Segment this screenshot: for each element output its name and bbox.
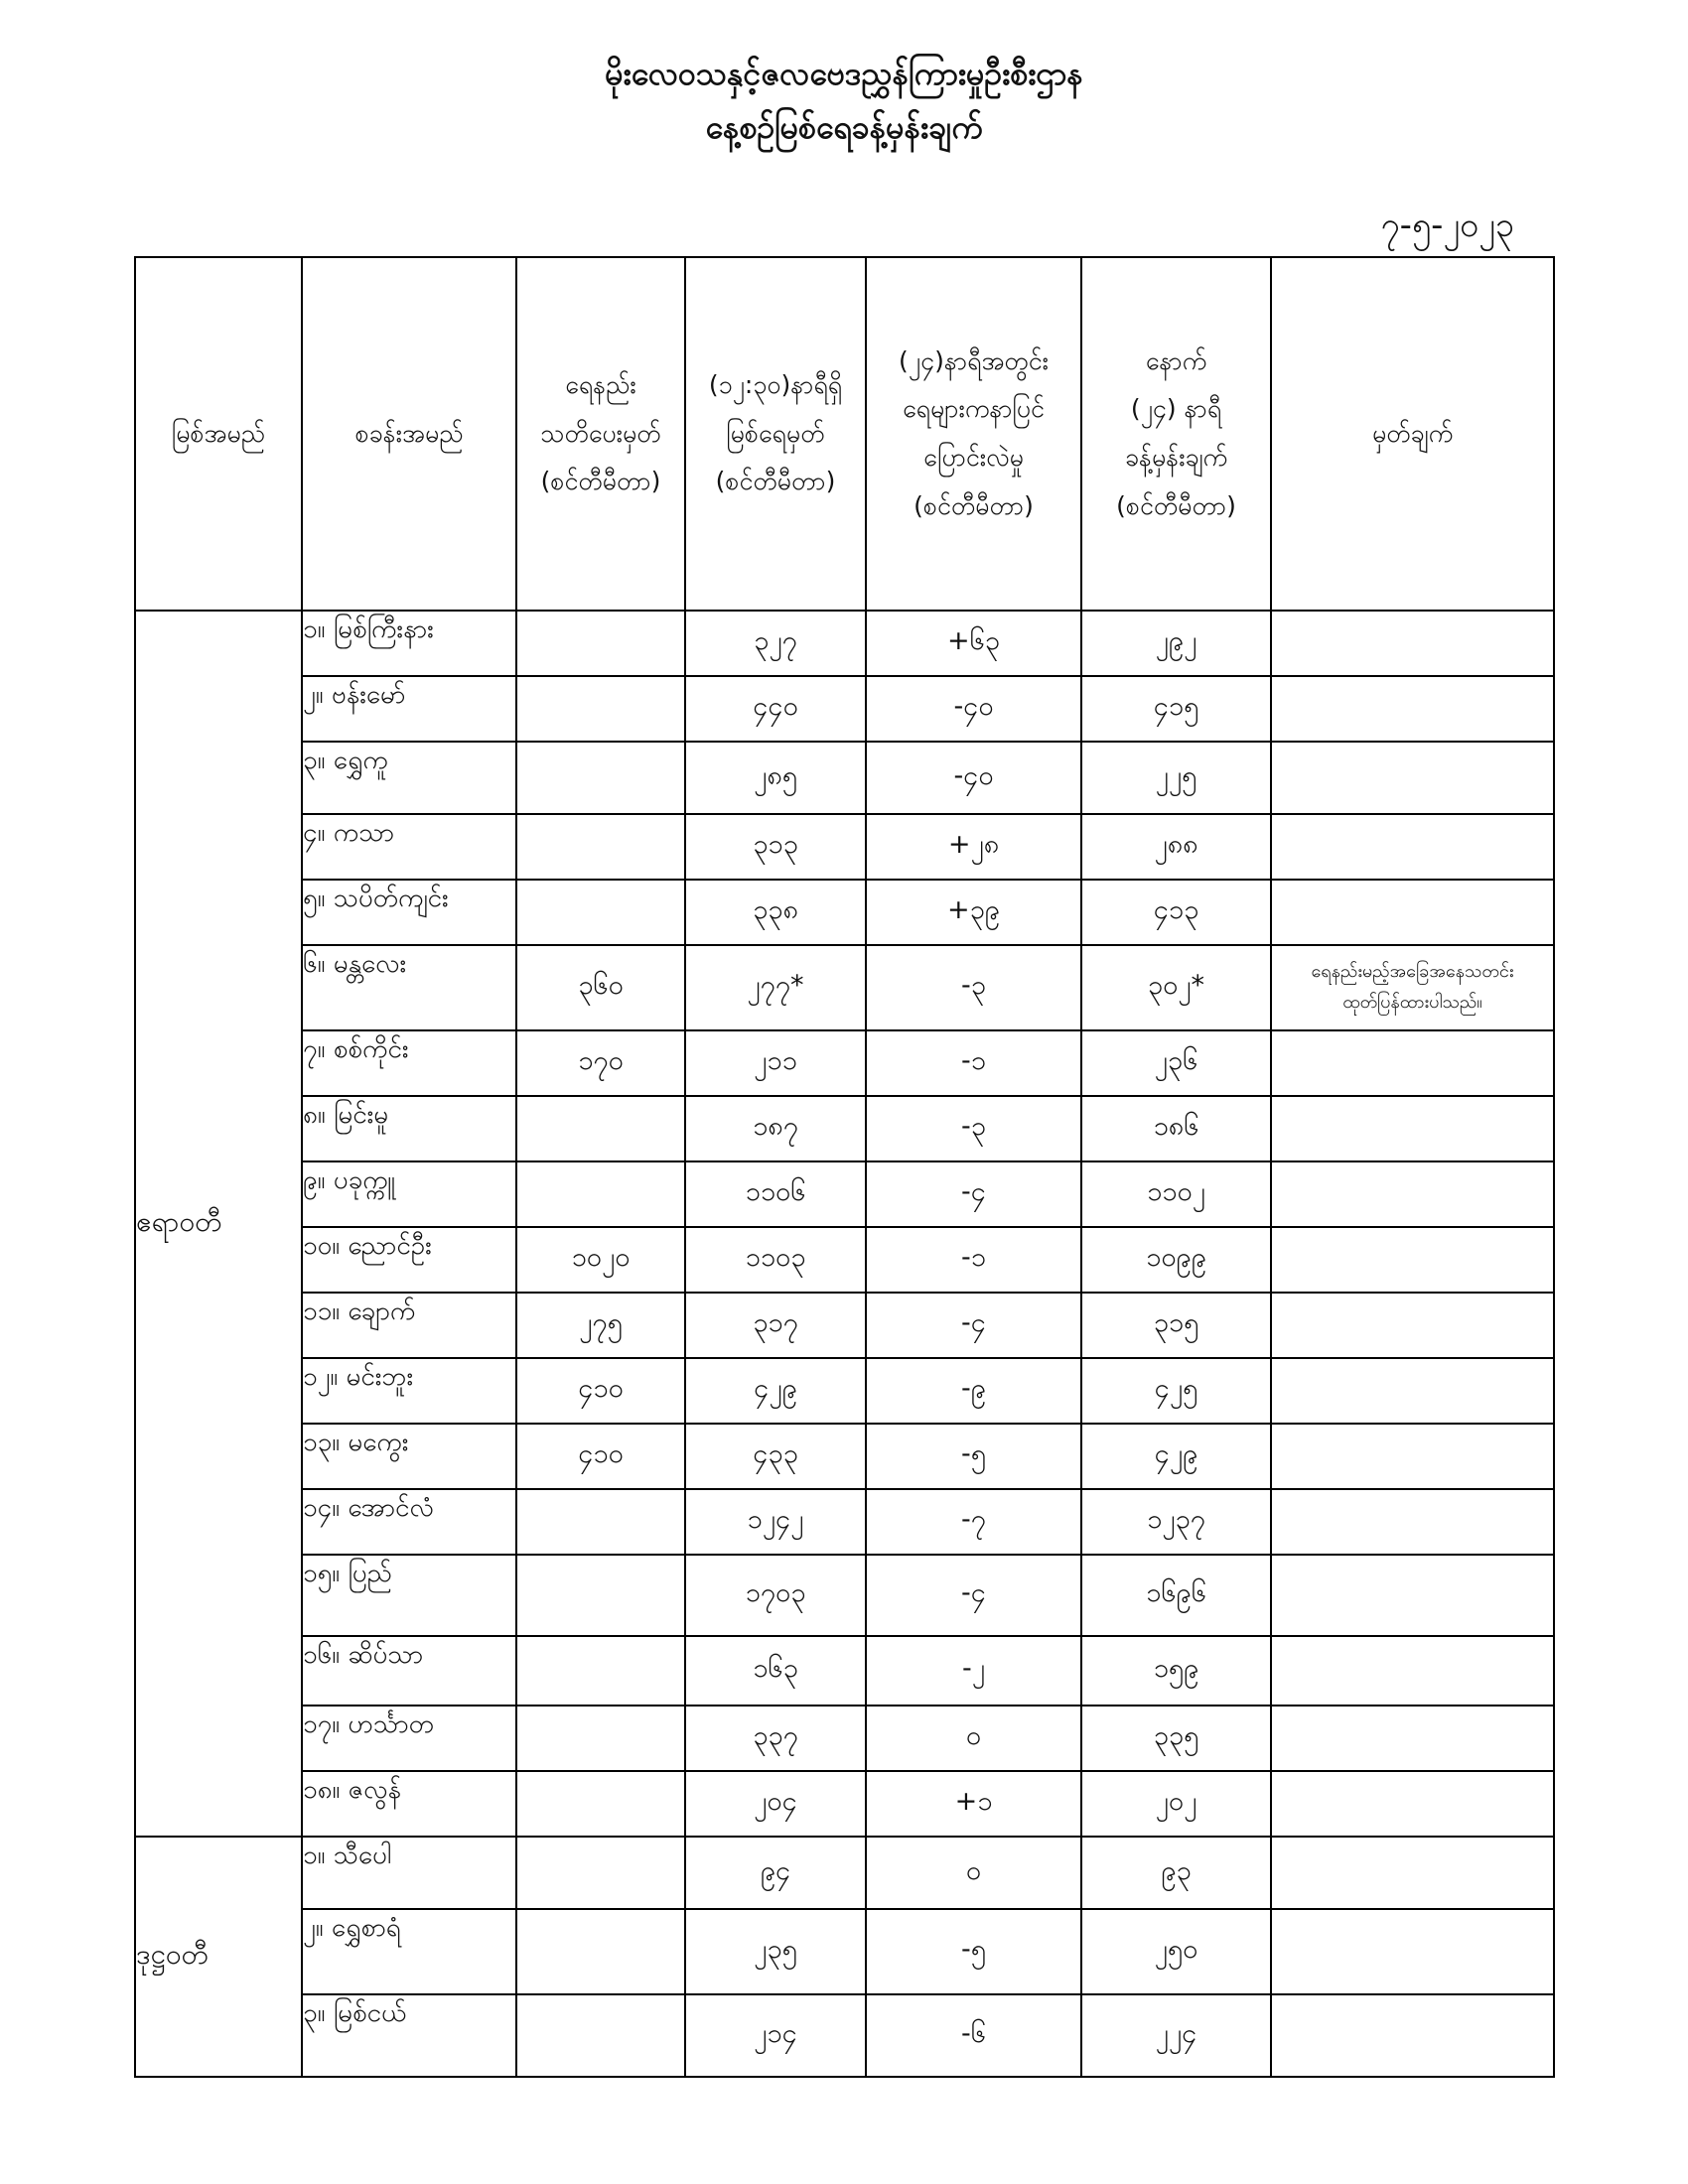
current-level: ၃၃၇ (685, 1706, 866, 1771)
level-change: +၃၉ (866, 880, 1081, 945)
remark (1271, 1096, 1554, 1161)
forecast-level: ၂၂၄ (1081, 1994, 1271, 2077)
current-level: ၁၁၀၃ (685, 1227, 866, 1293)
current-level: ၂၁၁ (685, 1030, 866, 1096)
level-change: -၁ (866, 1227, 1081, 1293)
warning-level (516, 1994, 685, 2077)
station-name: ၁၇။ ဟင်္သာတ (302, 1706, 516, 1771)
level-change: -၄ (866, 1555, 1081, 1636)
document-subtitle: နေ့စဉ်မြစ်ရေခန့်မှန်းချက် (705, 108, 983, 146)
header-line: မြစ်ရေမှတ် (726, 418, 825, 448)
header-line: ပြောင်းလဲမှု (923, 443, 1024, 472)
current-level: ၃၁၇ (685, 1293, 866, 1358)
current-level: ၁၇၀၃ (685, 1555, 866, 1636)
warning-level (516, 1837, 685, 1909)
forecast-level: ၂၅၀ (1081, 1909, 1271, 1994)
station-name: ၈။ မြင်းမူ (302, 1096, 516, 1161)
remark (1271, 742, 1554, 814)
river-name: ဒုဋ္ဌဝတီ (135, 1837, 302, 2077)
table-row (135, 1555, 1554, 1636)
warning-level (516, 676, 685, 742)
document-date: ၇-၅-၂၀၂၃ (1380, 205, 1514, 245)
remark-line: ရေနည်းမည့်အခြေအနေသတင်း (1311, 961, 1514, 983)
forecast-level: ၃၃၅ (1081, 1706, 1271, 1771)
header-line: (၂၄) နာရီ (1130, 394, 1222, 424)
warning-level: ၂၇၅ (516, 1293, 685, 1358)
level-change: -၄၀ (866, 742, 1081, 814)
current-level: ၁၆၃ (685, 1636, 866, 1706)
river-name: ဧရာဝတီ (135, 611, 302, 1837)
station-name-header (302, 257, 516, 611)
forecast-level: ၉၃ (1081, 1837, 1271, 1909)
table-row (135, 742, 1554, 814)
table-row (135, 1293, 1554, 1358)
table-row (135, 1096, 1554, 1161)
current-level: ၉၄ (685, 1837, 866, 1909)
table-row (135, 1489, 1554, 1555)
remark (1271, 1706, 1554, 1771)
warning-level: ၁၇၀ (516, 1030, 685, 1096)
warning-level (516, 1161, 685, 1227)
remark (1271, 1837, 1554, 1909)
table-row (135, 611, 1554, 676)
table-row (135, 1837, 1554, 1909)
level-change: -၅ (866, 1909, 1081, 1994)
header-line: သတိပေးမှတ် (540, 418, 661, 448)
current-level: ၂၇၇* (685, 945, 866, 1030)
header-line: ရေနည်း (565, 369, 636, 399)
station-name: ၂။ ဗန်းမော် (302, 676, 516, 742)
warning-level (516, 1706, 685, 1771)
table-row (135, 814, 1554, 880)
forecast-header (1081, 257, 1271, 611)
forecast-level: ၁၅၉ (1081, 1636, 1271, 1706)
current-level: ၁၂၄၂ (685, 1489, 866, 1555)
station-name: ၄။ ကသာ (302, 814, 516, 880)
warning-level: ၁၀၂၀ (516, 1227, 685, 1293)
table-row (135, 1909, 1554, 1994)
level-change: -၉ (866, 1358, 1081, 1424)
station-name: ၃။ ရွှေကူ (302, 742, 516, 814)
remark (1271, 1030, 1554, 1096)
current-level: ၂၁၄ (685, 1994, 866, 2077)
table-row (135, 945, 1554, 1030)
station-name: ၁။ မြစ်ကြီးနား (302, 611, 516, 676)
warning-level: ၄၁၀ (516, 1358, 685, 1424)
warning-level (516, 742, 685, 814)
forecast-level: ၄၂၉ (1081, 1424, 1271, 1489)
station-name: ၇။ စစ်ကိုင်း (302, 1030, 516, 1096)
current-level-header (685, 257, 866, 611)
station-name: ၁။ သီပေါ (302, 1837, 516, 1909)
level-change: -၃ (866, 1096, 1081, 1161)
header-line: (၁၂:၃၀)နာရီရှိ (708, 369, 843, 399)
forecast-level: ၁၆၉၆ (1081, 1555, 1271, 1636)
header-line: (စင်တီမီတာ) (914, 490, 1034, 520)
current-level: ၂၀၄ (685, 1771, 866, 1837)
current-level: ၃၃၈ (685, 880, 866, 945)
remark (1271, 1994, 1554, 2077)
station-name: ၉။ ပခုက္ကူ (302, 1161, 516, 1227)
station-name: ၁၆။ ဆိပ်သာ (302, 1636, 516, 1706)
warning-level: ၄၁၀ (516, 1424, 685, 1489)
station-name: ၁၂။ မင်းဘူး (302, 1358, 516, 1424)
remark (1271, 1227, 1554, 1293)
header-line: (၂၄)နာရီအတွင်း (899, 345, 1049, 375)
station-name: ၆။ မန္တလေး (302, 945, 516, 1030)
table-row (135, 1424, 1554, 1489)
station-name: ၁၅။ ပြည် (302, 1555, 516, 1636)
warning-level (516, 1636, 685, 1706)
level-change: +၆၃ (866, 611, 1081, 676)
warning-level (516, 611, 685, 676)
forecast-level: ၃၁၅ (1081, 1293, 1271, 1358)
station-name: ၁၄။ အောင်လံ (302, 1489, 516, 1555)
header-line: စခန်းအမည် (354, 418, 464, 448)
level-change: -၃ (866, 945, 1081, 1030)
remark (1271, 1489, 1554, 1555)
level-change-header (866, 257, 1081, 611)
remark (1271, 1909, 1554, 1994)
forecast-level: ၂၃၆ (1081, 1030, 1271, 1096)
forecast-level: ၁၀၉၉ (1081, 1227, 1271, 1293)
warning-level (516, 1489, 685, 1555)
current-level: ၃၁၃ (685, 814, 866, 880)
remark (1271, 814, 1554, 880)
forecast-level: ၂၀၂ (1081, 1771, 1271, 1837)
forecast-level: ၃၀၂* (1081, 945, 1271, 1030)
forecast-level: ၂၉၂ (1081, 611, 1271, 676)
level-change: ၀ (866, 1837, 1081, 1909)
header-line: ရေများကနာပြင် (903, 394, 1045, 424)
river-forecast-table (134, 256, 1555, 2078)
warning-level (516, 1096, 685, 1161)
current-level: ၄၃၃ (685, 1424, 866, 1489)
current-level: ၁၁၀၆ (685, 1161, 866, 1227)
forecast-level: ၄၁၅ (1081, 676, 1271, 742)
current-level: ၁၈၇ (685, 1096, 866, 1161)
current-level: ၂၃၅ (685, 1909, 866, 1994)
header-line: မှတ်ချက် (1371, 418, 1454, 448)
remark-header (1271, 257, 1554, 611)
level-change: +၁ (866, 1771, 1081, 1837)
table-row (135, 676, 1554, 742)
remark (1271, 1424, 1554, 1489)
table-row (135, 1994, 1554, 2077)
remark (1271, 1293, 1554, 1358)
remark (1271, 1358, 1554, 1424)
river-name-header (135, 257, 302, 611)
remark (1271, 676, 1554, 742)
remark (1271, 1555, 1554, 1636)
table-row (135, 1636, 1554, 1706)
station-name: ၁၁။ ချောက် (302, 1293, 516, 1358)
station-name: ၁၃။ မကွေး (302, 1424, 516, 1489)
warning-level (516, 814, 685, 880)
warning-level (516, 880, 685, 945)
header-line: ခန့်မှန်းချက် (1124, 443, 1228, 472)
warning-level (516, 1909, 685, 1994)
warning-level (516, 1555, 685, 1636)
level-change: -၄ (866, 1293, 1081, 1358)
remark (1271, 611, 1554, 676)
level-change: -၄ (866, 1161, 1081, 1227)
forecast-level: ၄၂၅ (1081, 1358, 1271, 1424)
forecast-level: ၂၈၈ (1081, 814, 1271, 880)
current-level: ၂၈၅ (685, 742, 866, 814)
table-row (135, 1358, 1554, 1424)
level-change: -၄၀ (866, 676, 1081, 742)
header-line: (စင်တီမီတာ) (715, 467, 836, 496)
level-change: ၀ (866, 1706, 1081, 1771)
station-name: ၅။ သပိတ်ကျင်း (302, 880, 516, 945)
forecast-level: ၁၂၃၇ (1081, 1489, 1271, 1555)
current-level: ၄၂၉ (685, 1358, 866, 1424)
forecast-level: ၁၈၆ (1081, 1096, 1271, 1161)
table-row (135, 1771, 1554, 1837)
remark (1271, 1771, 1554, 1837)
level-change: -၁ (866, 1030, 1081, 1096)
header-line: မြစ်အမည် (172, 418, 265, 448)
station-name: ၃။ မြစ်ငယ် (302, 1994, 516, 2077)
warning-level-header (516, 257, 685, 611)
header-line: (စင်တီမီတာ) (1116, 490, 1236, 520)
remark (1271, 1636, 1554, 1706)
header-line: (စင်တီမီတာ) (540, 467, 661, 496)
table-row (135, 1706, 1554, 1771)
current-level: ၄၄၀ (685, 676, 866, 742)
remark-line: ထုတ်ပြန်ထားပါသည်။ (1342, 992, 1482, 1013)
table-row (135, 1161, 1554, 1227)
level-change: -၇ (866, 1489, 1081, 1555)
table-header-row (135, 257, 1554, 611)
level-change: -၆ (866, 1994, 1081, 2077)
table-body (135, 611, 1554, 2077)
level-change: -၅ (866, 1424, 1081, 1489)
remark (1271, 945, 1554, 1030)
forecast-level: ၁၁၀၂ (1081, 1161, 1271, 1227)
table-row (135, 880, 1554, 945)
remark (1271, 880, 1554, 945)
forecast-level: ၂၂၅ (1081, 742, 1271, 814)
current-level: ၃၂၇ (685, 611, 866, 676)
warning-level: ၃၆၀ (516, 945, 685, 1030)
table-row (135, 1030, 1554, 1096)
station-name: ၁၀။ ညောင်ဦး (302, 1227, 516, 1293)
level-change: +၂၈ (866, 814, 1081, 880)
remark (1271, 1161, 1554, 1227)
level-change: -၂ (866, 1636, 1081, 1706)
station-name: ၁၈။ ဇလွန် (302, 1771, 516, 1837)
forecast-level: ၄၁၃ (1081, 880, 1271, 945)
warning-level (516, 1771, 685, 1837)
header-line: နောက် (1145, 345, 1207, 375)
document-title: မိုးလေဝသနှင့်ဇလဗေဒညွှန်ကြားမှုဦးစီးဌာန (605, 55, 1083, 92)
table-row (135, 1227, 1554, 1293)
station-name: ၂။ ရွှေစာရံ (302, 1909, 516, 1994)
